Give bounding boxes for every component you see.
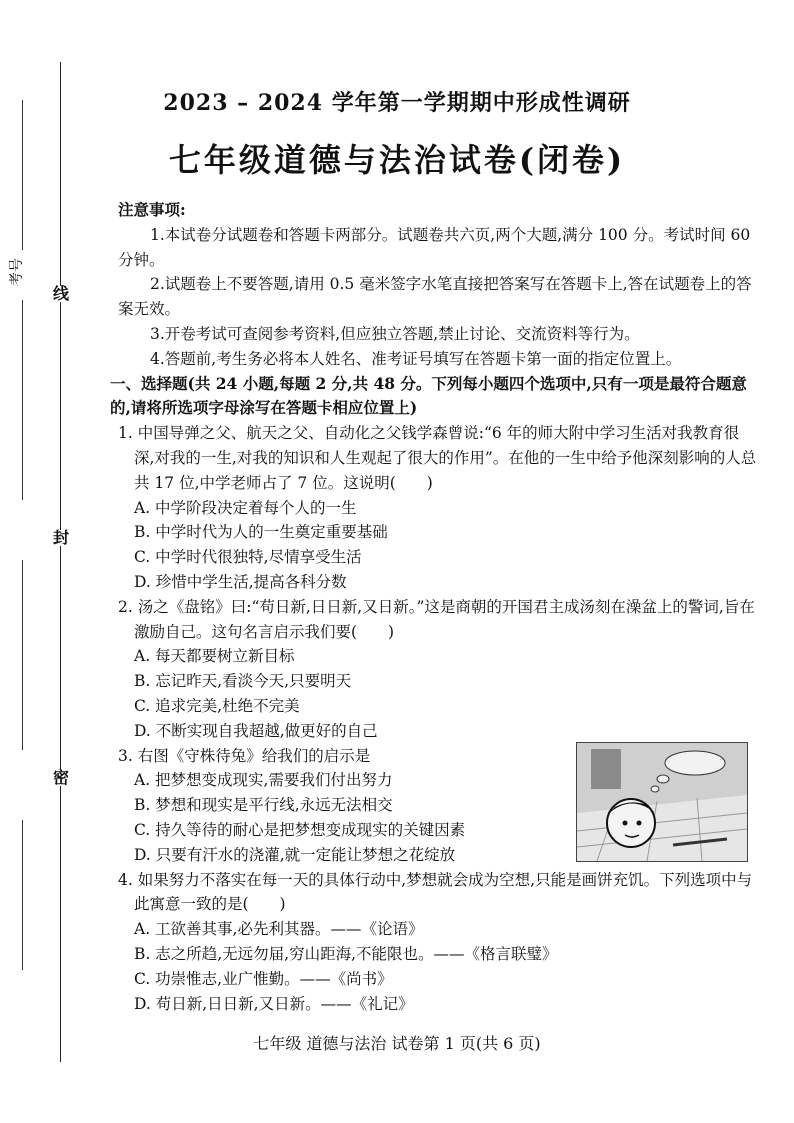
binding-char-xian: 线 bbox=[53, 284, 70, 303]
page-footer: 七年级 道德与法治 试卷第 1 页(共 6 页) bbox=[253, 1034, 541, 1053]
option-a: A. 把梦想变成现实,需要我们付出努力 bbox=[134, 771, 393, 790]
option-a: A. 中学阶段决定着每个人的一生 bbox=[134, 498, 357, 517]
binding-char-mi: 密 bbox=[53, 768, 70, 787]
exam-term-title: 2023 – 2024 学年第一学期期中形成性调研 bbox=[163, 90, 631, 116]
option-d: D. 苟日新,日日新,又日新。——《礼记》 bbox=[134, 994, 414, 1013]
name-fill-line bbox=[22, 300, 23, 500]
notice-item: 4.答题前,考生务必将本人姓名、准考证号填写在答题卡第一面的指定位置上。 bbox=[150, 349, 682, 368]
option-d: D. 珍惜中学生活,提高各科分数 bbox=[134, 572, 347, 591]
section-title: 一、选择题(共 24 小题,每题 2 分,共 48 分。下列每小题四个选项中,只有一项是最符合题意的,请将所选项字母涂写在答题卡相应位置上) bbox=[110, 373, 747, 418]
option-b: B. 中学时代为人的一生奠定重要基础 bbox=[134, 523, 388, 542]
exam-number-label: 考号 bbox=[9, 258, 25, 286]
school-fill-line bbox=[22, 820, 23, 970]
option-b: B. 志之所趋,无远勿届,穷山距海,不能限也。——《格言联璧》 bbox=[134, 944, 558, 963]
notice-item: 1.本试卷分试题卷和答题卡两部分。试题卷共六页,两个大题,满分 100 分。考试时间 60 分钟。 bbox=[118, 225, 751, 269]
question-stem: 3. 右图《守株待兔》给我们的启示是 bbox=[118, 746, 371, 765]
question-stem: 2. 汤之《盘铭》曰:“苟日新,日日新,又日新。”这是商朝的开国君主成汤刻在澡盆上的警词,旨在激励自己。这句名言启示我们要( ) bbox=[118, 597, 755, 641]
option-b: B. 忘记昨天,看淡今天,只要明天 bbox=[134, 672, 352, 691]
cartoon-illustration bbox=[576, 742, 748, 862]
option-a: A. 工欲善其事,必先利其器。——《论语》 bbox=[134, 920, 424, 939]
cartoon-svg bbox=[577, 743, 747, 861]
notice-item: 2.试题卷上不要答题,请用 0.5 毫米签字水笔直接把答案写在答题卡上,答在试题卷上的答案无效。 bbox=[118, 275, 752, 319]
option-c: C. 功崇惟志,业广惟勤。——《尚书》 bbox=[134, 969, 393, 988]
option-c: C. 中学时代很独特,尽情享受生活 bbox=[134, 548, 362, 567]
notice-title: 注意事项: bbox=[118, 200, 186, 219]
binding-line bbox=[60, 62, 61, 1062]
option-c: C. 追求完美,杜绝不完美 bbox=[134, 696, 300, 715]
exam-paper-title: 七年级道德与法治试卷(闭卷) bbox=[168, 141, 626, 179]
notice-item: 3.开卷考试可查阅参考资料,但应独立答题,禁止讨论、交流资料等行为。 bbox=[150, 324, 640, 343]
binding-char-feng: 封 bbox=[53, 528, 70, 547]
question-1 bbox=[118, 421, 758, 595]
option-d: D. 只要有汗水的浇灌,就一定能让梦想之花绽放 bbox=[134, 845, 456, 864]
option-d: D. 不断实现自我超越,做更好的自己 bbox=[134, 721, 378, 740]
question-stem: 4. 如果努力不落实在每一天的具体行动中,梦想就会成为空想,只能是画饼充饥。下列选项中与此寓意一致的是( ) bbox=[118, 870, 753, 914]
paper-body bbox=[110, 198, 758, 1016]
question-stem: 1. 中国导弹之父、航天之父、自动化之父钱学森曾说:“6 年的师大附中学习生活对我教育很深,对我的一生,对我的知识和人生观起了很大的作用”。在他的一生中给予他深刻影响的人总共 17 位,中学老师占了 7 位。这说明( ) bbox=[118, 424, 757, 492]
question-2 bbox=[118, 595, 758, 744]
option-a: A. 每天都要树立新目标 bbox=[134, 647, 295, 666]
question-4 bbox=[118, 868, 758, 1017]
option-c: C. 持久等待的耐心是把梦想变成现实的关键因素 bbox=[134, 820, 466, 839]
class-fill-line bbox=[22, 560, 23, 750]
option-b: B. 梦想和现实是平行线,永远无法相交 bbox=[134, 796, 393, 815]
